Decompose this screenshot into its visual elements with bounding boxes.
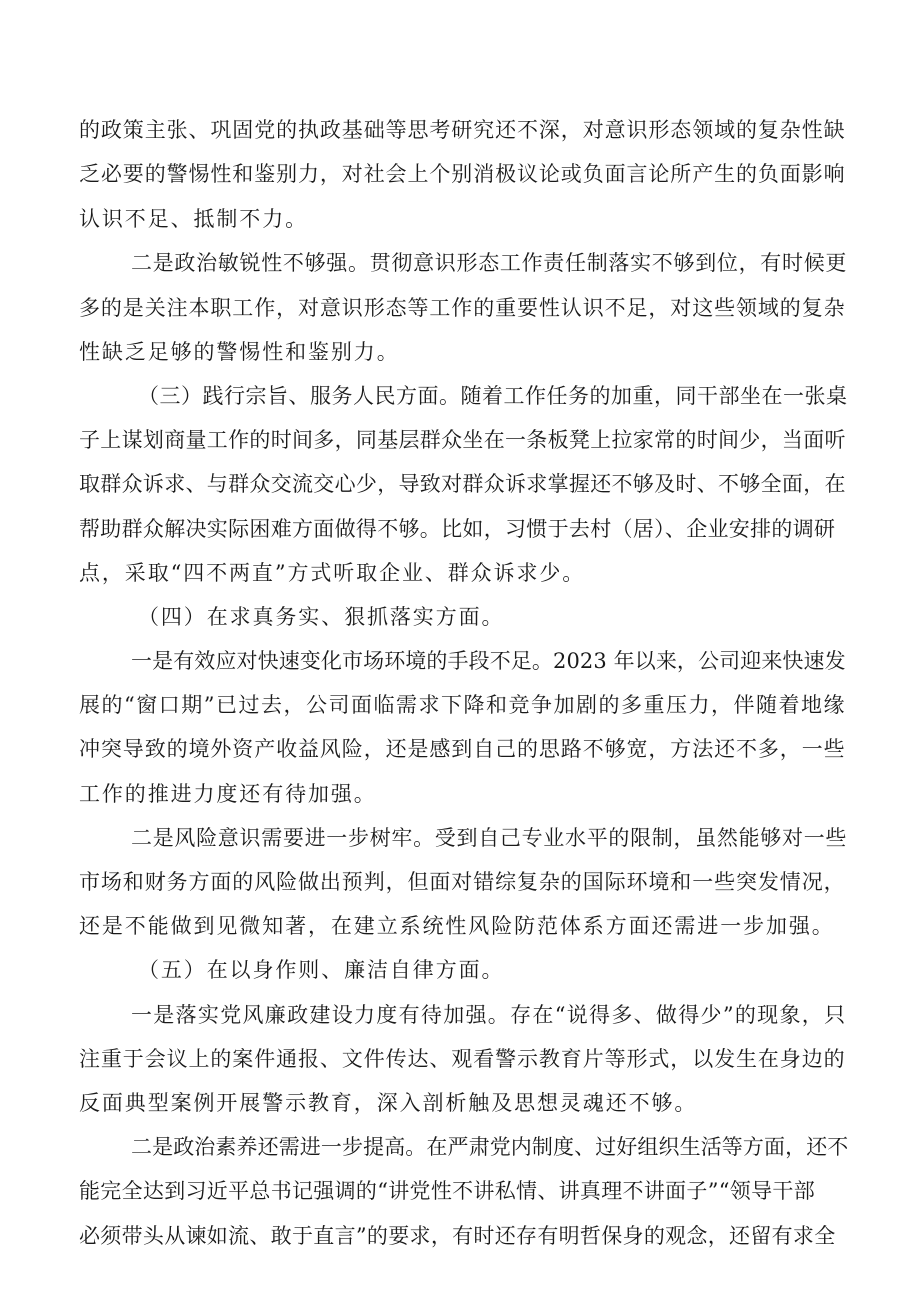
text-line: 反面典型案例开展警示教育，深入剖析触及思想灵魂还不够。: [79, 1091, 698, 1115]
text-line: 还是不能做到见微知著，在建立系统性风险防范体系方面还需进一步加强。: [79, 914, 835, 938]
text-line: 能完全达到习近平总书记强调的“讲党性不讲私情、讲真理不讲面子”“领导干部: [79, 1179, 816, 1203]
text-line: 二是政治素养还需进一步提高。在严肃党内制度、过好组织生活等方面，还不: [131, 1135, 849, 1159]
text-line: 一是落实党风廉政建设力度有待加强。存在“说得多、做得少”的现象，只: [131, 1003, 847, 1027]
text-line: 二是风险意识需要进一步树牢。受到自己专业水平的限制，虽然能够对一些: [131, 826, 848, 850]
text-line: 展的“窗口期”已过去，公司面临需求下降和竞争加剧的多重压力，伴随着地缘: [79, 693, 846, 717]
text-line: 认识不足、抵制不力。: [79, 207, 308, 231]
text-line: 二是政治敏锐性不够强。贯彻意识形态工作责任制落实不够到位，有时候更: [131, 251, 848, 275]
text-line: 多的是关注本职工作，对意识形态等工作的重要性认识不足，对这些领域的复杂: [79, 296, 846, 320]
text-line: 工作的推进力度还有待加强。: [79, 782, 377, 806]
section-heading-line: （五）在以身作则、廉洁自律方面。: [138, 958, 505, 982]
text-line: 点，采取“四不两直”方式听取企业、群众诉求少。: [79, 561, 586, 585]
text-line: 帮助群众解决实际困难方面做得不够。比如，习惯于去村（居）、企业安排的调研: [79, 517, 836, 541]
text-line: 子上谋划商量工作的时间多，同基层群众坐在一条板凳上拉家常的时间少，当面听: [79, 428, 846, 452]
section-heading-line: （四）在求真务实、狠抓落实方面。: [138, 605, 505, 629]
text-line: 必须带头从谏如流、敢于直言”的要求，有时还存有明哲保身的观念，还留有求全: [79, 1224, 836, 1248]
text-line: 一是有效应对快速变化市场环境的手段不足。2023 年以来，公司迎来快速发: [131, 649, 846, 673]
text-line: 性缺乏足够的警惕性和鉴别力。: [79, 340, 400, 364]
text-line: 注重于会议上的案件通报、文件传达、观看警示教育片等形式，以发生在身边的: [79, 1047, 846, 1071]
text-line: 市场和财务方面的风险做出预判，但面对错综复杂的国际环境和一些突发情况，: [79, 870, 846, 894]
text-line: 的政策主张、巩固党的执政基础等思考研究还不深，对意识形态领域的复杂性缺: [79, 118, 846, 142]
text-line: 乏必要的警惕性和鉴别力，对社会上个别消极议论或负面言论所产生的负面影响: [79, 162, 846, 186]
text-line: 取群众诉求、与群众交流交心少，导致对群众诉求掌握还不够及时、不够全面，在: [79, 472, 846, 496]
text-line: 冲突导致的境外资产收益风险，还是感到自己的思路不够宽，方法还不多，一些: [79, 737, 846, 761]
section-heading-line: （三）践行宗旨、服务人民方面。随着工作任务的加重，同干部坐在一张桌: [138, 384, 848, 408]
